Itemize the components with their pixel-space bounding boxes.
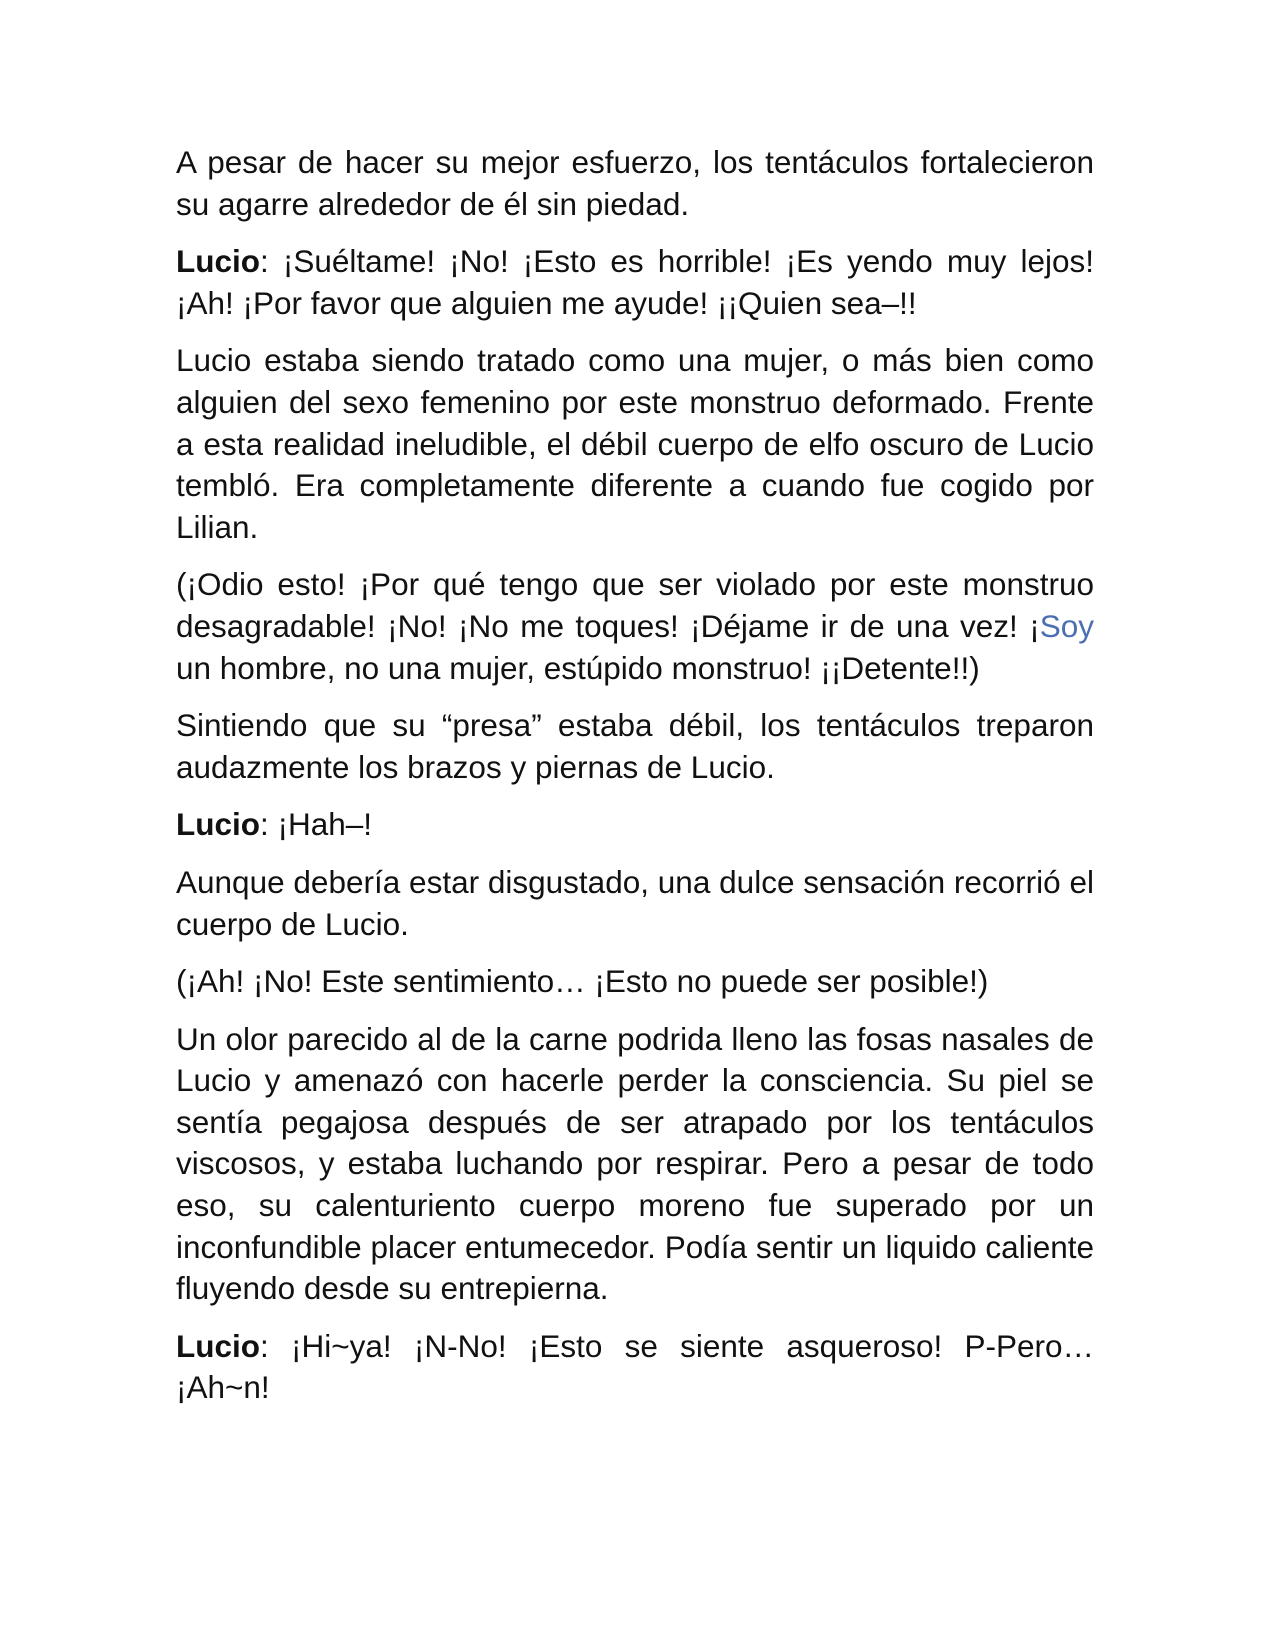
- dialogue-lucio-3: [176, 1326, 1094, 1409]
- highlighted-word: Soy: [1039, 607, 1094, 644]
- document-page: [176, 142, 1094, 1425]
- dialogue-lucio-1: [176, 241, 1094, 324]
- thought-text-after: un hombre, no una mujer, estúpido monstruo! ¡¡Detente!!): [176, 649, 980, 686]
- thought-hate: [176, 564, 1094, 689]
- paragraph-treated: Lucio estaba siendo tratado como una mujer, o más bien como alguien del sexo femenino por este monstruo deformado. Frente a esta realidad ineludible, el débil cuerpo de elfo oscuro de Lucio tembló. Era completamente diferente a cuando fue cogido por Lilian.: [176, 342, 1094, 545]
- paragraph-smell: Un olor parecido al de la carne podrida lleno las fosas nasales de Lucio y amenazó con hacerle perder la consciencia. Su piel se sentía pegajosa después de ser atrapado por los tentáculos viscosos, y estaba luchando por respirar. Pero a pesar de todo eso, su calenturiento cuerpo moreno fue superado por un inconfundible placer entumecedor. Podía sentir un liquido caliente fluyendo desde su entrepierna.: [176, 1020, 1094, 1307]
- paragraph-sensation: Aunque debería estar disgustado, una dulce sensación recorrió el cuerpo de Lucio.: [176, 863, 1094, 942]
- dialogue-text: : ¡Suéltame! ¡No! ¡Esto es horrible! ¡Es yendo muy lejos! ¡Ah! ¡Por favor que alguien me ayude! ¡¡Quien sea–!!: [176, 243, 1094, 321]
- speaker-name: Lucio: [176, 806, 260, 843]
- dialogue-text: : ¡Hah–!: [260, 806, 373, 843]
- dialogue-text: : ¡Hi~ya! ¡N-No! ¡Esto se siente asqueroso! P-Pero… ¡Ah~n!: [176, 1327, 1094, 1406]
- thought-feeling: (¡Ah! ¡No! Este sentimiento… ¡Esto no puede ser posible!): [176, 963, 989, 1000]
- dialogue-lucio-2: [176, 804, 1094, 846]
- thought-text-before: (¡Odio esto! ¡Por qué tengo que ser violado por este monstruo desagradable! ¡No! ¡No me toques! ¡Déjame ir de una vez! ¡: [176, 566, 1094, 644]
- speaker-name: Lucio: [176, 243, 260, 280]
- speaker-name: Lucio: [176, 1327, 260, 1364]
- paragraph-prey: Sintiendo que su “presa” estaba débil, los tentáculos treparon audazmente los brazos y piernas de Lucio.: [176, 707, 1094, 785]
- paragraph-struggle: A pesar de hacer su mejor esfuerzo, los tentáculos fortalecieron su agarre alrededor de él sin piedad.: [176, 144, 1094, 222]
